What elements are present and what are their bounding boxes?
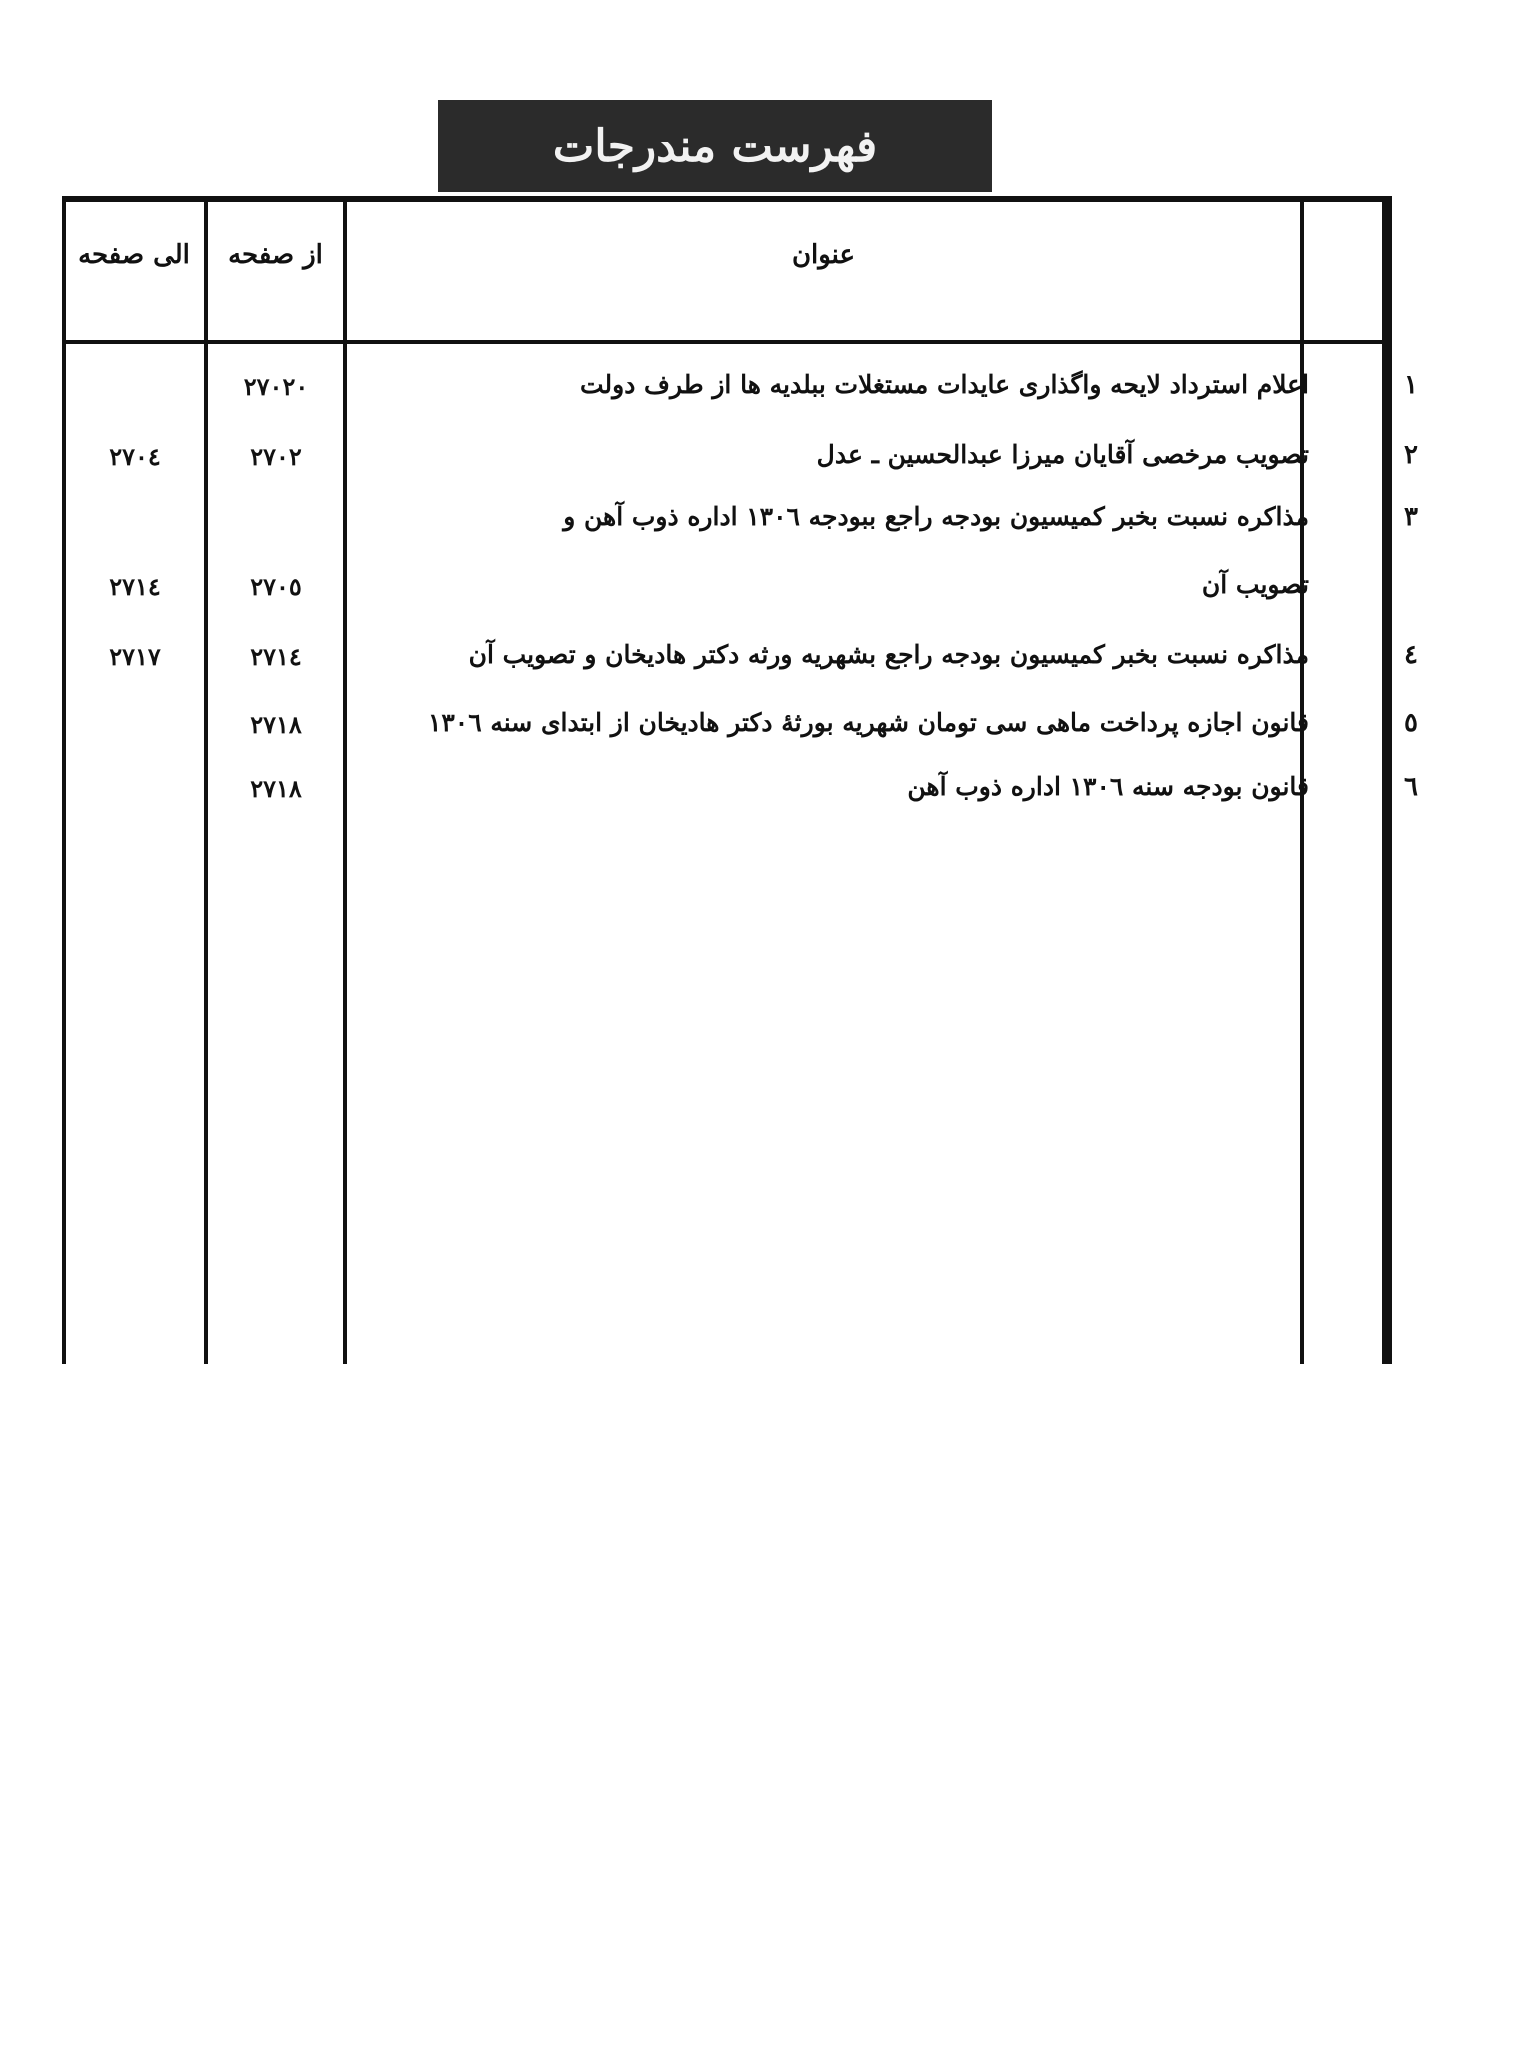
row-subject: قانون اجازه پرداخت ماهی سی تومان شهریه بورثهٔ دکتر هادیخان از ابتدای سنه ١٣٠٦: [427, 708, 1309, 737]
header-divider: [62, 340, 1392, 344]
row-number: ٣: [1404, 502, 1418, 532]
row-to-page: ٢٧١٤: [109, 572, 161, 601]
row-number: ٢: [1404, 440, 1418, 470]
row-number: ٥: [1404, 708, 1418, 738]
row-subject-line-1: مذاکره نسبت بخبر کمیسیون بودجه راجع ببودجه ١٣٠٦ اداره ذوب آهن و: [563, 502, 1309, 531]
row-number: ٦: [1404, 772, 1418, 802]
row-subject-line-2: تصویب آن: [1201, 570, 1309, 599]
row-from-page: ٢٧١٨: [250, 774, 302, 803]
document-title: فهرست مندرجات: [438, 100, 992, 192]
row-from-page: ٢٧٠٢: [250, 442, 302, 471]
header-from-page: از صفحه: [228, 240, 323, 270]
row-subject: قانون بودجه سنه ١٣٠٦ اداره ذوب آهن: [907, 772, 1309, 801]
row-from-page: ٢٧٠٢٠: [243, 372, 309, 401]
header-subject: عنوان: [791, 240, 856, 270]
row-to-page: ٢٧٠٤: [109, 442, 161, 471]
row-subject: تصویب مرخصی آقایان میرزا عبدالحسین ـ عدل: [816, 440, 1309, 469]
row-number: ٤: [1404, 640, 1418, 670]
row-to-page: ٢٧١٧: [109, 642, 161, 671]
header-to-page: الی صفحه: [78, 240, 190, 270]
row-subject: مذاکره نسبت بخبر کمیسیون بودجه راجع بشهریه ورثه دکتر هادیخان و تصویب آن: [468, 640, 1309, 669]
row-from-page: ٢٧١٤: [250, 642, 302, 671]
row-number: ١: [1404, 370, 1418, 400]
row-from-page: ٢٧٠٥: [250, 572, 302, 601]
row-subject: اعلام استرداد لایحه واگذاری عایدات مستغلات ببلدیه ها از طرف دولت: [579, 370, 1309, 399]
row-from-page: ٢٧١٨: [250, 710, 302, 739]
